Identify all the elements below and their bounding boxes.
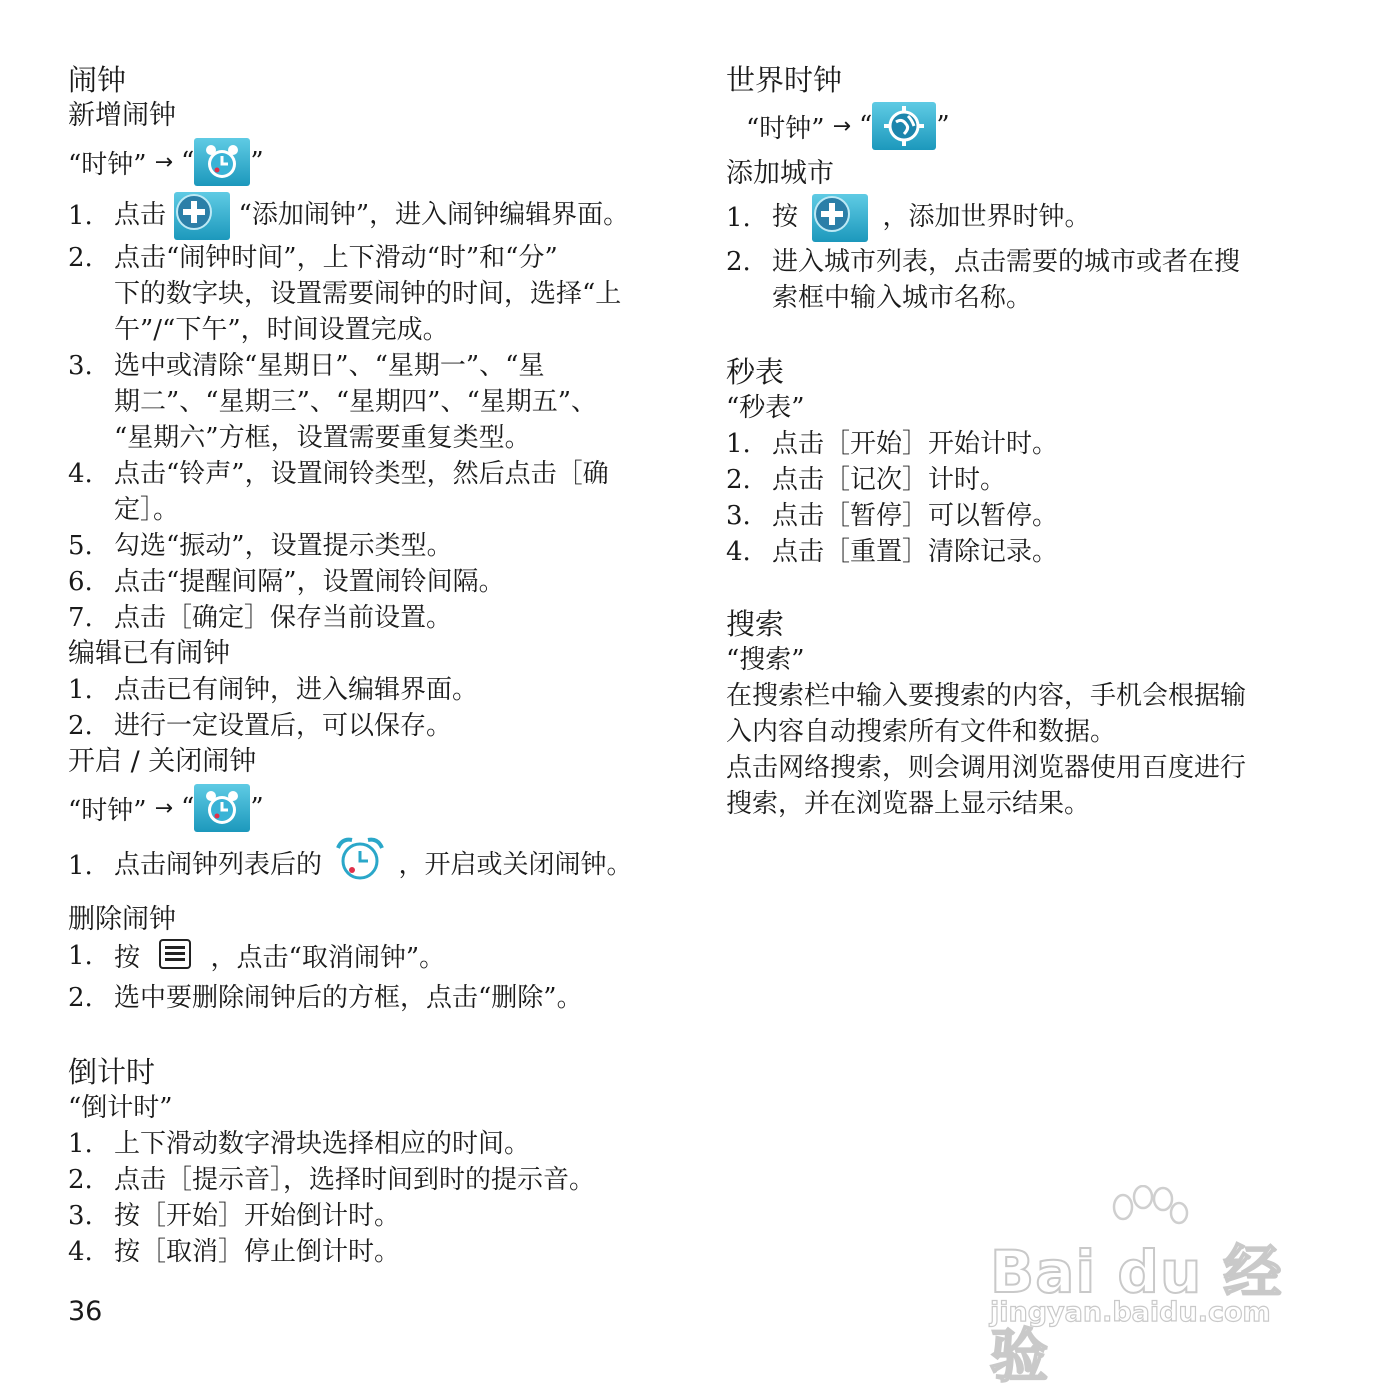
step-number: 4. [68, 1237, 93, 1267]
step-text: 进行一定设置后，可以保存。 [114, 711, 453, 741]
list-item [68, 528, 678, 564]
menu-icon[interactable] [158, 938, 192, 980]
list-item [68, 1198, 678, 1234]
step-line: 选中或清除“星期日”、“星期一”、“星 [114, 351, 545, 381]
list-item [726, 534, 1326, 570]
step-text-pre: 按 [772, 202, 799, 232]
step-number: 1. [68, 851, 93, 881]
step-number: 1. [68, 201, 93, 231]
list-item [68, 1126, 678, 1162]
step-line: 下的数字块，设置需要闹钟的时间，选择“上 [114, 279, 622, 309]
delete-alarm-title: 删除闹钟 [68, 904, 176, 935]
list-item [68, 838, 678, 894]
left-column [68, 62, 678, 1270]
list-item [726, 192, 1326, 244]
add-city-steps [726, 192, 1326, 316]
step-line: 期二”、“星期三”、“星期四”、“星期五”、 [114, 387, 598, 417]
stopwatch-nav: “秒表” [726, 393, 805, 423]
step-number: 1. [68, 1129, 93, 1159]
list-item [68, 672, 678, 708]
step-text: 按［开始］开始倒计时。 [114, 1201, 401, 1231]
paragraph-line: 在搜索栏中输入要搜索的内容，手机会根据输 [726, 681, 1247, 711]
step-number: 4. [726, 537, 751, 567]
arrow-icon: → [154, 795, 174, 821]
step-text-pre: 点击闹钟列表后的 [114, 850, 323, 880]
step-line: 点击“铃声”，设置闹铃类型，然后点击［确 [114, 459, 609, 489]
step-text-post: ，点击“取消闹钟”。 [210, 943, 446, 973]
add-icon[interactable] [174, 192, 230, 240]
paragraph-line: 点击网络搜索，则会调用浏览器使用百度进行 [726, 753, 1247, 783]
step-number: 3. [726, 501, 751, 531]
add-icon[interactable] [812, 194, 868, 242]
nav-quote-close: ” [250, 793, 264, 823]
step-text [772, 244, 1326, 316]
step-line: 进入城市列表，点击需要的城市或者在搜 [772, 247, 1241, 277]
step-number: 7. [68, 603, 93, 633]
world-clock-app-icon[interactable] [872, 102, 936, 150]
step-text [114, 834, 678, 898]
nav-clock-label: “时钟” [68, 795, 147, 826]
step-number: 2. [726, 465, 751, 495]
edit-alarm-title: 编辑已有闹钟 [68, 638, 230, 669]
right-column [726, 62, 1326, 822]
list-item [726, 498, 1326, 534]
step-number: 2. [68, 711, 93, 741]
search-title: 搜索 [726, 607, 785, 641]
paragraph-line: 搜索，并在浏览器上显示结果。 [726, 789, 1091, 819]
countdown-steps [68, 1126, 678, 1270]
countdown-title: 倒计时 [68, 1055, 156, 1089]
watermark-url: jingyan.baidu.com [990, 1297, 1271, 1328]
new-alarm-title: 新增闹钟 [68, 100, 176, 131]
alarm-app-icon[interactable] [194, 138, 250, 186]
list-item [68, 456, 678, 528]
list-item [68, 708, 678, 744]
step-number: 4. [68, 459, 93, 489]
countdown-nav: “倒计时” [68, 1093, 173, 1123]
nav-clock-label: “时钟” [68, 149, 147, 180]
new-alarm-steps [68, 192, 678, 636]
step-line: 定］。 [114, 495, 180, 525]
step-text-pre: 按 [114, 943, 141, 973]
paragraph-line: 入内容自动搜索所有文件和数据。 [726, 717, 1117, 747]
nav-clock-label: “时钟” [746, 113, 825, 144]
step-text: 点击已有闹钟，进入编辑界面。 [114, 675, 479, 705]
watermark-brand: Bai du 经验 [990, 1238, 1283, 1390]
step-text: 点击［记次］计时。 [772, 465, 1007, 495]
toggle-alarm-nav [68, 784, 678, 832]
list-item [68, 1234, 678, 1270]
step-text [114, 192, 678, 240]
search-paragraph-1 [726, 678, 1326, 750]
step-text [114, 240, 678, 348]
step-number: 2. [68, 983, 93, 1013]
search-paragraph-2 [726, 750, 1326, 822]
step-number: 2. [726, 247, 751, 277]
arrow-icon: → [832, 113, 852, 139]
list-item [68, 348, 678, 456]
step-number: 3. [68, 1201, 93, 1231]
nav-quote-open: “ [859, 111, 873, 141]
nav-quote-close: ” [250, 147, 264, 177]
step-line: 点击“闹钟时间”，上下滑动“时”和“分” [114, 243, 558, 273]
step-number: 2. [68, 1165, 93, 1195]
arrow-icon: → [154, 149, 174, 175]
step-text: 选中要删除闹钟后的方框，点击“删除”。 [114, 983, 583, 1013]
step-line: 午”/“下午”，时间设置完成。 [114, 315, 449, 345]
toggle-alarm-steps [68, 838, 678, 894]
step-text: 点击［确定］保存当前设置。 [114, 603, 453, 633]
step-number: 1. [68, 675, 93, 705]
alarm-toggle-icon[interactable] [330, 834, 390, 898]
alarm-title: 闹钟 [68, 63, 127, 97]
step-text: 勾选“振动”，设置提示类型。 [114, 531, 453, 561]
list-item [68, 564, 678, 600]
step-line: “星期六”方框，设置需要重复类型。 [114, 423, 531, 453]
step-number: 3. [68, 351, 93, 381]
baidu-watermark [985, 1185, 1315, 1390]
edit-alarm-steps [68, 672, 678, 744]
step-number: 1. [726, 429, 751, 459]
step-text-post: “添加闹钟”，进入闹钟编辑界面。 [238, 200, 630, 230]
step-text-pre: 点击 [114, 200, 167, 230]
step-text [114, 348, 678, 456]
page-number: 36 [68, 1296, 103, 1327]
stopwatch-steps [726, 426, 1326, 570]
step-text-post: ，开启或关闭闹钟。 [398, 850, 633, 880]
add-city-title: 添加城市 [726, 158, 834, 189]
step-text [772, 194, 1326, 242]
nav-quote-open: “ [181, 147, 195, 177]
list-item [68, 1162, 678, 1198]
nav-quote-close: ” [936, 111, 950, 141]
list-item [726, 426, 1326, 462]
nav-quote-open: “ [181, 793, 195, 823]
step-text: 点击［重置］清除记录。 [772, 537, 1059, 567]
step-text: 点击［开始］开始计时。 [772, 429, 1059, 459]
list-item [68, 938, 678, 980]
world-clock-title: 世界时钟 [726, 63, 843, 97]
step-text: 上下滑动数字滑块选择相应的时间。 [114, 1129, 531, 1159]
list-item [68, 980, 678, 1016]
step-text: 点击［暂停］可以暂停。 [772, 501, 1059, 531]
step-number: 1. [68, 941, 93, 971]
step-number: 6. [68, 567, 93, 597]
list-item [726, 462, 1326, 498]
list-item [726, 244, 1326, 316]
list-item [68, 600, 678, 636]
new-alarm-nav [68, 138, 678, 186]
step-number: 2. [68, 243, 93, 273]
stopwatch-title: 秒表 [726, 355, 785, 389]
step-line: 索框中输入城市名称。 [772, 283, 1033, 313]
delete-alarm-steps [68, 938, 678, 1016]
list-item [68, 192, 678, 240]
search-nav: “搜索” [726, 645, 805, 675]
step-number: 5. [68, 531, 93, 561]
toggle-alarm-title: 开启 / 关闭闹钟 [68, 746, 257, 777]
world-clock-nav [726, 102, 1326, 150]
alarm-app-icon[interactable] [194, 784, 250, 832]
step-text [114, 456, 678, 528]
step-text: 点击［提示音］，选择时间到时的提示音。 [114, 1165, 596, 1195]
step-text-post: ，添加世界时钟。 [882, 202, 1091, 232]
step-number: 1. [726, 203, 751, 233]
list-item [68, 240, 678, 348]
step-text: 按［取消］停止倒计时。 [114, 1237, 401, 1267]
step-text: 点击“提醒间隔”，设置闹铃间隔。 [114, 567, 505, 597]
step-text [114, 938, 678, 980]
